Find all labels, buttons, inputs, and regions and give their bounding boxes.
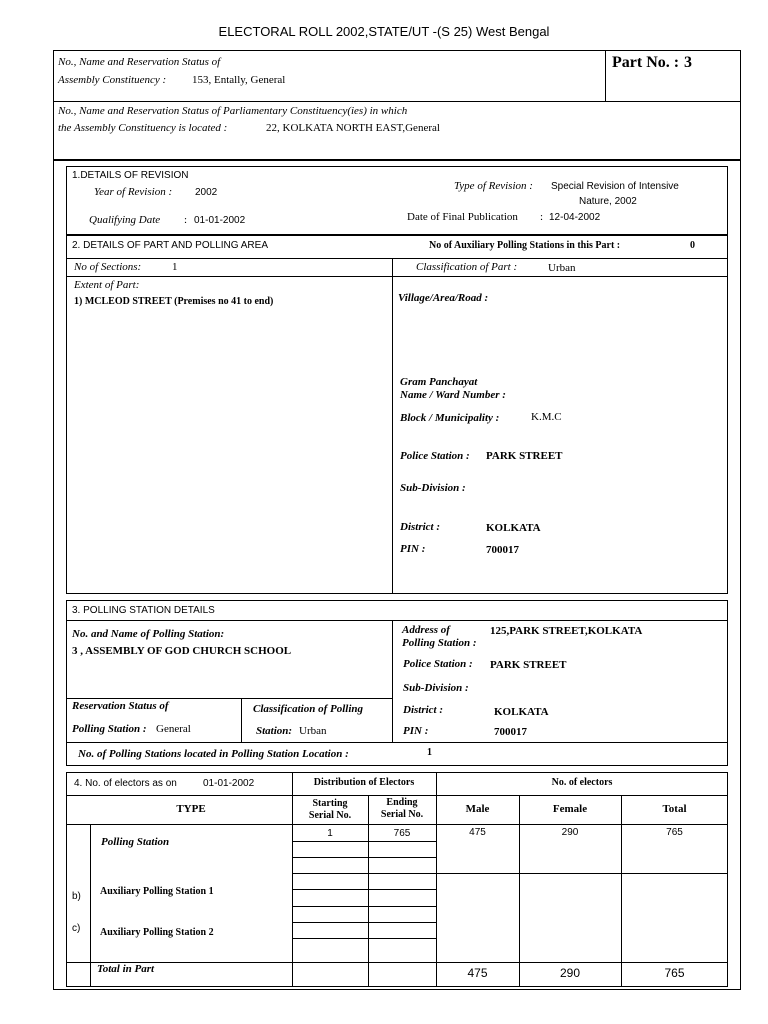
police-station-label: Police Station : — [400, 450, 470, 462]
col-start-header-1: Starting — [312, 798, 348, 809]
part-area-heading: 2. DETAILS OF PART AND POLLING AREA — [72, 240, 268, 251]
total-female: 290 — [559, 966, 581, 980]
ps-police-value: PARK STREET — [490, 659, 567, 671]
ac-value: 153, Entally, General — [192, 74, 286, 86]
roll-title: ELECTORAL ROLL 2002,STATE/UT -(S 25) West Bengal — [218, 24, 550, 39]
distribution-header: Distribution of Electors — [313, 777, 415, 788]
ps-pin-label: PIN : — [403, 725, 429, 737]
ps-district-label: District : — [403, 704, 444, 716]
part-label: Part No. : — [612, 54, 680, 71]
no-electors-header: No. of electors — [551, 777, 613, 788]
gram-panchayat-label-1: Gram Panchayat — [400, 376, 478, 388]
pc-value: 22, KOLKATA NORTH EAST,General — [266, 122, 440, 134]
col-end-header-1: Ending — [386, 797, 418, 808]
ps-classification-label-1: Classification of Polling — [253, 703, 364, 715]
electors-date: 01-01-2002 — [203, 778, 255, 789]
qualifying-date-label: Qualifying Date — [89, 214, 161, 226]
ps-reservation-value: General — [156, 723, 191, 735]
ac-label-line1: No., Name and Reservation Status of — [58, 56, 221, 68]
row-ps-end: 765 — [393, 828, 411, 839]
ps-police-label: Police Station : — [403, 658, 473, 670]
part-number: 3 — [684, 54, 692, 71]
ps-address-value: 125,PARK STREET,KOLKATA — [490, 625, 643, 637]
sections-value: 1 — [172, 261, 178, 273]
pin-value: 700017 — [486, 544, 519, 556]
block-label: Block / Municipality : — [400, 412, 500, 424]
ps-subdivision-label: Sub-Division : — [403, 682, 469, 694]
total-in-part-label: Total in Part — [97, 963, 155, 975]
qualifying-date-colon: : — [184, 214, 188, 226]
col-type-header: TYPE — [176, 803, 206, 815]
ps-pin-value: 700017 — [494, 726, 527, 738]
final-publication-colon: : — [540, 211, 544, 223]
year-label: Year of Revision : — [94, 186, 173, 198]
aux-stations-label: No of Auxiliary Polling Stations in this Part : — [429, 240, 621, 251]
total-male: 475 — [467, 966, 488, 980]
pc-label-line1: No., Name and Reservation Status of Parliamentary Constituency(ies) in which — [58, 105, 408, 117]
revision-type-value-2: Nature, 2002 — [579, 196, 637, 207]
year-value: 2002 — [195, 187, 218, 198]
revision-heading: 1.DETAILS OF REVISION — [72, 170, 189, 181]
row-ps-male: 475 — [469, 827, 486, 838]
ps-address-label-2: Polling Station : — [402, 637, 477, 649]
row-ps-female: 290 — [561, 827, 579, 838]
pin-label: PIN : — [400, 543, 426, 555]
total-total: 765 — [664, 966, 685, 980]
sections-label: No of Sections: — [74, 261, 142, 273]
row-aux-1-label: Auxiliary Polling Station 1 — [100, 886, 214, 897]
part-classification-value: Urban — [548, 262, 576, 274]
ps-classification-label-2: Station: — [256, 725, 293, 737]
ac-label-line2: Assembly Constituency : — [58, 74, 167, 86]
extent-label: Extent of Part: — [74, 279, 140, 291]
row-ps-total: 765 — [666, 827, 683, 838]
ps-reservation-label-1: Reservation Status of — [72, 700, 169, 712]
part-classification-label: Classification of Part : — [416, 261, 518, 273]
subdivision-label: Sub-Division : — [400, 482, 466, 494]
ps-address-label-1: Address of — [402, 624, 450, 636]
block-value: K.M.C — [531, 411, 562, 423]
gram-panchayat-label-2: Name / Ward Number : — [400, 389, 506, 401]
col-start-header-2: Serial No. — [308, 810, 352, 821]
ps-name-value: 3 , ASSEMBLY OF GOD CHURCH SCHOOL — [72, 645, 292, 657]
row-aux-2-label: Auxiliary Polling Station 2 — [100, 927, 214, 938]
ps-count-value: 1 — [427, 747, 432, 758]
extent-value: 1) MCLEOD STREET (Premises no 41 to end) — [74, 296, 274, 307]
district-label: District : — [400, 521, 441, 533]
aux-stations-value: 0 — [690, 240, 695, 251]
row-c-marker: c) — [72, 923, 81, 934]
ps-name-label: No. and Name of Polling Station: — [72, 628, 225, 640]
part-area-section — [66, 235, 728, 594]
police-station-value: PARK STREET — [486, 450, 563, 462]
col-end-header-2: Serial No. — [380, 809, 424, 820]
col-female-header: Female — [552, 803, 588, 815]
district-value: KOLKATA — [486, 522, 541, 534]
col-male-header: Male — [465, 803, 490, 815]
qualifying-date-value: 01-01-2002 — [194, 215, 246, 226]
polling-station-heading: 3. POLLING STATION DETAILS — [72, 605, 215, 616]
final-publication-label: Date of Final Publication — [407, 211, 518, 223]
row-ps-start: 1 — [327, 828, 333, 839]
village-label: Village/Area/Road : — [398, 292, 489, 304]
electors-heading: 4. No. of electors as on — [74, 778, 177, 789]
pc-label-line2: the Assembly Constituency is located : — [58, 122, 228, 134]
ps-reservation-label-2: Polling Station : — [72, 723, 147, 735]
final-publication-value: 12-04-2002 — [549, 212, 601, 223]
revision-type-label: Type of Revision : — [454, 180, 533, 192]
row-polling-station-label: Polling Station — [101, 836, 170, 848]
col-total-header: Total — [662, 803, 687, 815]
revision-type-value-1: Special Revision of Intensive — [551, 181, 679, 192]
ps-count-label: No. of Polling Stations located in Polling Station Location : — [78, 748, 349, 760]
ps-classification-value: Urban — [299, 725, 327, 737]
row-b-marker: b) — [72, 891, 81, 902]
ps-district-value: KOLKATA — [494, 706, 549, 718]
